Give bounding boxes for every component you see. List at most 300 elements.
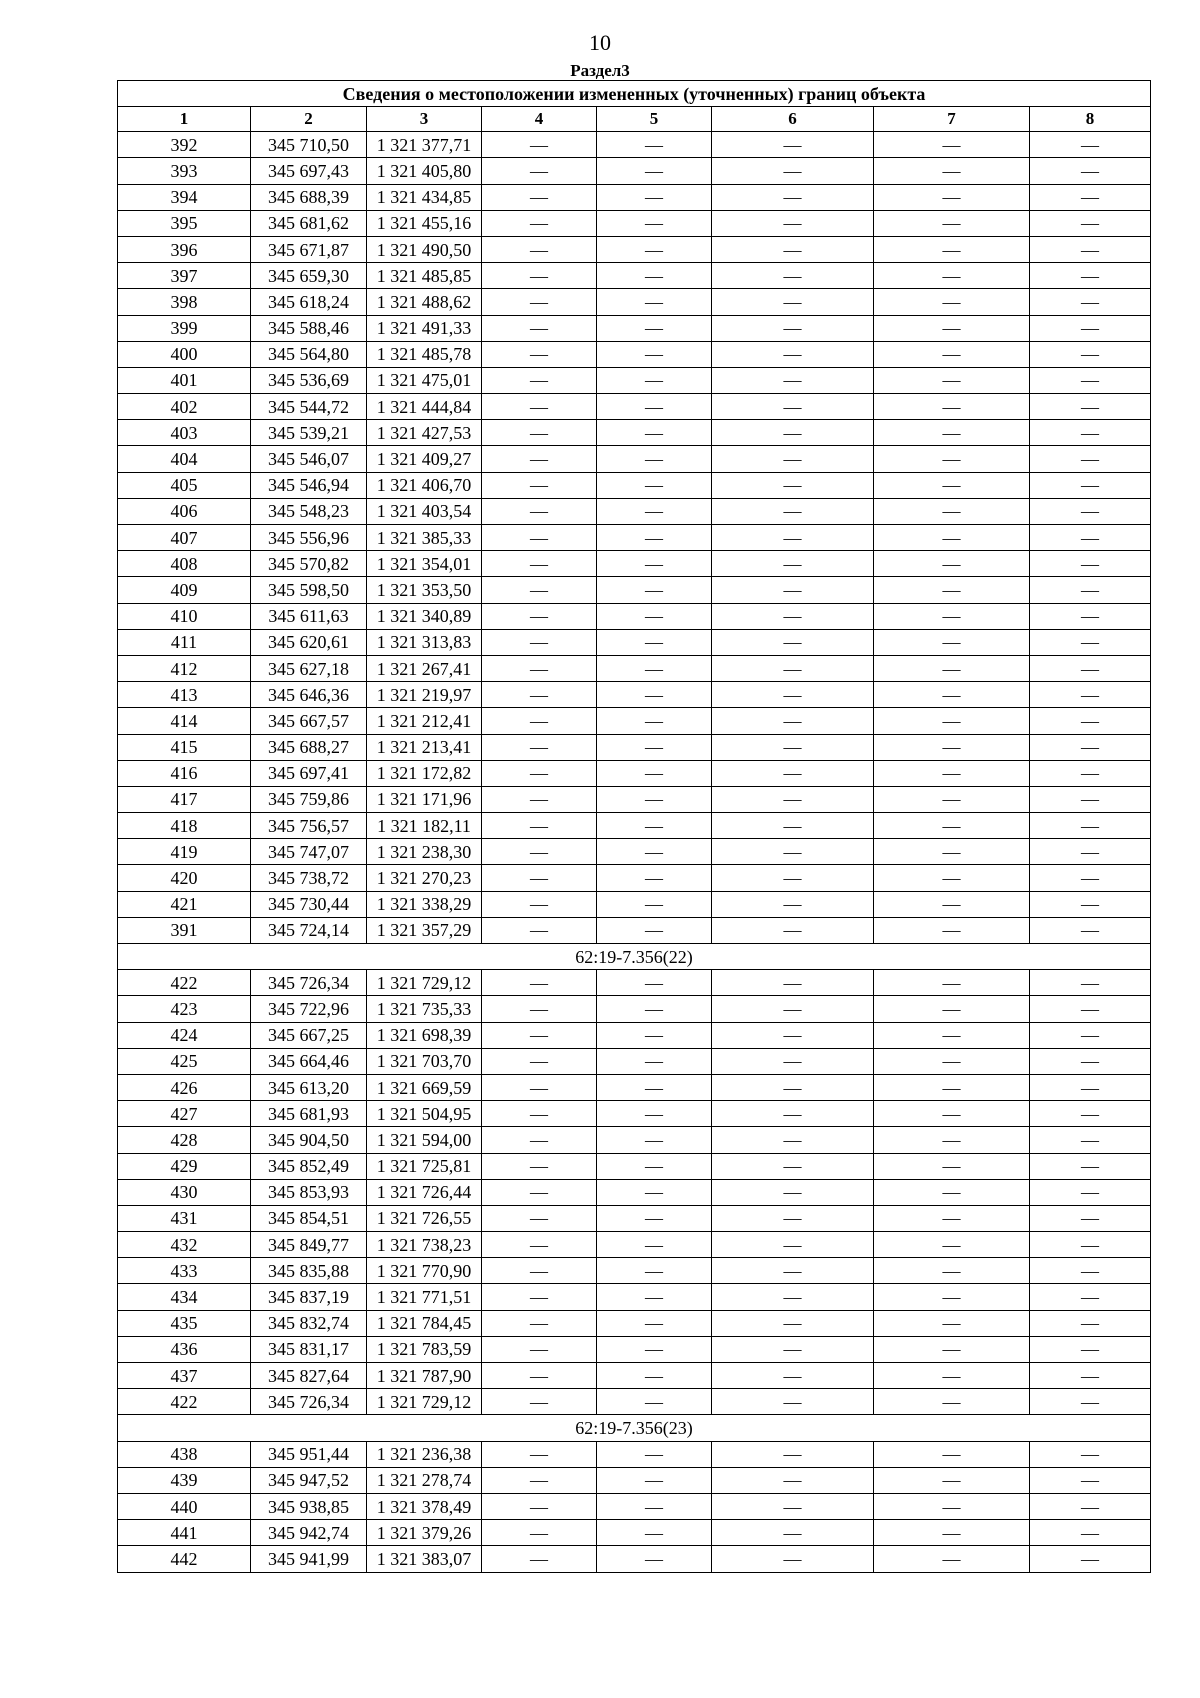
empty-dash-cell: — [597, 158, 712, 184]
empty-dash-cell: — [1030, 1546, 1151, 1572]
empty-dash-cell: — [597, 603, 712, 629]
empty-dash-cell: — [482, 1232, 597, 1258]
empty-dash-cell: — [874, 210, 1030, 236]
empty-dash-cell: — [712, 1232, 874, 1258]
empty-dash-cell: — [874, 1022, 1030, 1048]
empty-dash-cell: — [482, 341, 597, 367]
point-number: 412 [118, 655, 251, 681]
coordinate-y: 1 321 403,54 [367, 498, 482, 524]
empty-dash-cell: — [874, 1258, 1030, 1284]
point-number: 396 [118, 236, 251, 262]
empty-dash-cell: — [712, 1493, 874, 1519]
coordinate-y: 1 321 383,07 [367, 1546, 482, 1572]
empty-dash-cell: — [712, 577, 874, 603]
coordinate-x: 345 539,21 [251, 420, 367, 446]
empty-dash-cell: — [712, 603, 874, 629]
empty-dash-cell: — [712, 184, 874, 210]
section-title: Раздел3 [570, 61, 630, 80]
point-number: 391 [118, 917, 251, 943]
point-number: 413 [118, 682, 251, 708]
coordinate-x: 345 546,94 [251, 472, 367, 498]
point-number: 398 [118, 289, 251, 315]
group-label: 62:19-7.356(22) [118, 944, 1151, 970]
empty-dash-cell: — [482, 525, 597, 551]
empty-dash-cell: — [597, 341, 712, 367]
empty-dash-cell: — [874, 158, 1030, 184]
empty-dash-cell: — [597, 1310, 712, 1336]
empty-dash-cell: — [1030, 760, 1151, 786]
table-row [118, 446, 1151, 472]
empty-dash-cell: — [874, 420, 1030, 446]
empty-dash-cell: — [1030, 420, 1151, 446]
empty-dash-cell: — [1030, 289, 1151, 315]
empty-dash-cell: — [1030, 682, 1151, 708]
coordinate-x: 345 951,44 [251, 1441, 367, 1467]
empty-dash-cell: — [874, 786, 1030, 812]
coordinate-y: 1 321 406,70 [367, 472, 482, 498]
empty-dash-cell: — [482, 1310, 597, 1336]
empty-dash-cell: — [874, 315, 1030, 341]
coordinate-y: 1 321 340,89 [367, 603, 482, 629]
coordinate-x: 345 722,96 [251, 996, 367, 1022]
coordinate-y: 1 321 455,16 [367, 210, 482, 236]
point-number: 433 [118, 1258, 251, 1284]
point-number: 442 [118, 1546, 251, 1572]
empty-dash-cell: — [597, 394, 712, 420]
coordinate-x: 345 613,20 [251, 1074, 367, 1100]
empty-dash-cell: — [712, 1127, 874, 1153]
empty-dash-cell: — [597, 891, 712, 917]
empty-dash-cell: — [712, 132, 874, 158]
coordinate-y: 1 321 703,70 [367, 1048, 482, 1074]
empty-dash-cell: — [482, 1127, 597, 1153]
empty-dash-cell: — [597, 1363, 712, 1389]
empty-dash-cell: — [482, 236, 597, 262]
empty-dash-cell: — [1030, 1467, 1151, 1493]
coordinate-x: 345 667,57 [251, 708, 367, 734]
empty-dash-cell: — [1030, 655, 1151, 681]
empty-dash-cell: — [1030, 917, 1151, 943]
coordinate-y: 1 321 485,85 [367, 263, 482, 289]
empty-dash-cell: — [874, 839, 1030, 865]
point-number: 429 [118, 1153, 251, 1179]
empty-dash-cell: — [597, 367, 712, 393]
coordinate-x: 345 827,64 [251, 1363, 367, 1389]
empty-dash-cell: — [874, 1441, 1030, 1467]
empty-dash-cell: — [1030, 970, 1151, 996]
coordinate-x: 345 620,61 [251, 629, 367, 655]
empty-dash-cell: — [482, 394, 597, 420]
group-label: 62:19-7.356(23) [118, 1415, 1151, 1441]
coordinate-x: 345 618,24 [251, 289, 367, 315]
coordinate-y: 1 321 784,45 [367, 1310, 482, 1336]
table-row [118, 1389, 1151, 1415]
empty-dash-cell: — [1030, 1336, 1151, 1362]
point-number: 408 [118, 551, 251, 577]
table-row [118, 1127, 1151, 1153]
point-number: 417 [118, 786, 251, 812]
empty-dash-cell: — [597, 1232, 712, 1258]
empty-dash-cell: — [597, 839, 712, 865]
table-row [118, 1546, 1151, 1572]
empty-dash-cell: — [874, 1232, 1030, 1258]
coordinate-x: 345 726,34 [251, 970, 367, 996]
coordinate-x: 345 688,39 [251, 184, 367, 210]
table-row [118, 1048, 1151, 1074]
empty-dash-cell: — [482, 708, 597, 734]
empty-dash-cell: — [1030, 813, 1151, 839]
table-row [118, 577, 1151, 603]
empty-dash-cell: — [597, 629, 712, 655]
empty-dash-cell: — [874, 1389, 1030, 1415]
coordinate-x: 345 832,74 [251, 1310, 367, 1336]
coordinate-x: 345 747,07 [251, 839, 367, 865]
point-number: 422 [118, 1389, 251, 1415]
empty-dash-cell: — [482, 498, 597, 524]
empty-dash-cell: — [1030, 263, 1151, 289]
point-number: 419 [118, 839, 251, 865]
coordinate-y: 1 321 219,97 [367, 682, 482, 708]
point-number: 405 [118, 472, 251, 498]
table-caption: Сведения о местоположении измененных (уточненных) границ объекта [118, 81, 1151, 107]
empty-dash-cell: — [874, 655, 1030, 681]
coordinate-x: 345 942,74 [251, 1520, 367, 1546]
table-row [118, 1467, 1151, 1493]
table-row [118, 1284, 1151, 1310]
table-row [118, 708, 1151, 734]
point-number: 399 [118, 315, 251, 341]
coordinate-y: 1 321 172,82 [367, 760, 482, 786]
empty-dash-cell: — [597, 1127, 712, 1153]
coordinate-x: 345 835,88 [251, 1258, 367, 1284]
empty-dash-cell: — [1030, 1493, 1151, 1519]
coordinate-x: 345 627,18 [251, 655, 367, 681]
empty-dash-cell: — [874, 970, 1030, 996]
empty-dash-cell: — [597, 1493, 712, 1519]
empty-dash-cell: — [482, 1258, 597, 1284]
empty-dash-cell: — [712, 1546, 874, 1572]
empty-dash-cell: — [712, 1153, 874, 1179]
empty-dash-cell: — [874, 1284, 1030, 1310]
table-row [118, 1101, 1151, 1127]
table-row [118, 315, 1151, 341]
empty-dash-cell: — [874, 551, 1030, 577]
empty-dash-cell: — [712, 394, 874, 420]
empty-dash-cell: — [482, 315, 597, 341]
coordinate-x: 345 697,43 [251, 158, 367, 184]
table-row [118, 1153, 1151, 1179]
empty-dash-cell: — [482, 1284, 597, 1310]
coordinate-y: 1 321 182,11 [367, 813, 482, 839]
empty-dash-cell: — [597, 786, 712, 812]
empty-dash-cell: — [597, 1179, 712, 1205]
table-row [118, 970, 1151, 996]
point-number: 435 [118, 1310, 251, 1336]
coordinate-x: 345 854,51 [251, 1205, 367, 1231]
coordinate-y: 1 321 490,50 [367, 236, 482, 262]
empty-dash-cell: — [597, 1153, 712, 1179]
empty-dash-cell: — [482, 551, 597, 577]
empty-dash-cell: — [482, 184, 597, 210]
empty-dash-cell: — [712, 865, 874, 891]
empty-dash-cell: — [1030, 629, 1151, 655]
empty-dash-cell: — [874, 1048, 1030, 1074]
coordinate-y: 1 321 725,81 [367, 1153, 482, 1179]
empty-dash-cell: — [1030, 472, 1151, 498]
empty-dash-cell: — [712, 813, 874, 839]
empty-dash-cell: — [597, 1546, 712, 1572]
point-number: 424 [118, 1022, 251, 1048]
empty-dash-cell: — [597, 1284, 712, 1310]
coordinate-y: 1 321 726,55 [367, 1205, 482, 1231]
empty-dash-cell: — [597, 1022, 712, 1048]
empty-dash-cell: — [1030, 315, 1151, 341]
empty-dash-cell: — [482, 289, 597, 315]
column-header: 4 [482, 107, 597, 132]
empty-dash-cell: — [597, 865, 712, 891]
table-row [118, 551, 1151, 577]
point-number: 421 [118, 891, 251, 917]
coordinate-y: 1 321 357,29 [367, 917, 482, 943]
coordinate-x: 345 853,93 [251, 1179, 367, 1205]
coordinate-x: 345 730,44 [251, 891, 367, 917]
coordinate-y: 1 321 236,38 [367, 1441, 482, 1467]
empty-dash-cell: — [874, 1363, 1030, 1389]
empty-dash-cell: — [712, 786, 874, 812]
coordinate-y: 1 321 729,12 [367, 1389, 482, 1415]
coordinate-x: 345 938,85 [251, 1493, 367, 1519]
coordinate-x: 345 852,49 [251, 1153, 367, 1179]
empty-dash-cell: — [597, 682, 712, 708]
empty-dash-cell: — [874, 263, 1030, 289]
empty-dash-cell: — [874, 917, 1030, 943]
empty-dash-cell: — [712, 970, 874, 996]
point-number: 422 [118, 970, 251, 996]
empty-dash-cell: — [1030, 498, 1151, 524]
point-number: 416 [118, 760, 251, 786]
empty-dash-cell: — [597, 236, 712, 262]
empty-dash-cell: — [712, 1310, 874, 1336]
empty-dash-cell: — [712, 1336, 874, 1362]
empty-dash-cell: — [597, 1336, 712, 1362]
group-row [118, 1415, 1151, 1441]
coordinate-x: 345 710,50 [251, 132, 367, 158]
table-row [118, 839, 1151, 865]
empty-dash-cell: — [482, 760, 597, 786]
coordinate-y: 1 321 504,95 [367, 1101, 482, 1127]
empty-dash-cell: — [597, 734, 712, 760]
table-row [118, 132, 1151, 158]
coordinate-x: 345 697,41 [251, 760, 367, 786]
coordinate-x: 345 688,27 [251, 734, 367, 760]
empty-dash-cell: — [712, 760, 874, 786]
coordinate-y: 1 321 378,49 [367, 1493, 482, 1519]
empty-dash-cell: — [597, 655, 712, 681]
empty-dash-cell: — [482, 970, 597, 996]
empty-dash-cell: — [482, 603, 597, 629]
coordinate-y: 1 321 729,12 [367, 970, 482, 996]
table-row [118, 184, 1151, 210]
empty-dash-cell: — [874, 394, 1030, 420]
empty-dash-cell: — [1030, 865, 1151, 891]
empty-dash-cell: — [597, 1205, 712, 1231]
point-number: 440 [118, 1493, 251, 1519]
column-header: 8 [1030, 107, 1151, 132]
coordinate-y: 1 321 485,78 [367, 341, 482, 367]
point-number: 395 [118, 210, 251, 236]
column-header: 7 [874, 107, 1030, 132]
coordinate-x: 345 536,69 [251, 367, 367, 393]
coordinate-y: 1 321 171,96 [367, 786, 482, 812]
empty-dash-cell: — [1030, 367, 1151, 393]
empty-dash-cell: — [712, 708, 874, 734]
empty-dash-cell: — [597, 210, 712, 236]
coordinate-x: 345 664,46 [251, 1048, 367, 1074]
column-header: 5 [597, 107, 712, 132]
table-row [118, 263, 1151, 289]
empty-dash-cell: — [482, 682, 597, 708]
empty-dash-cell: — [712, 1048, 874, 1074]
table-row [118, 498, 1151, 524]
empty-dash-cell: — [712, 1101, 874, 1127]
coordinate-x: 345 546,07 [251, 446, 367, 472]
empty-dash-cell: — [597, 472, 712, 498]
empty-dash-cell: — [874, 472, 1030, 498]
table-row [118, 996, 1151, 1022]
table-row [118, 158, 1151, 184]
empty-dash-cell: — [482, 917, 597, 943]
empty-dash-cell: — [597, 813, 712, 839]
coordinate-x: 345 831,17 [251, 1336, 367, 1362]
coordinate-y: 1 321 212,41 [367, 708, 482, 734]
table-row [118, 1022, 1151, 1048]
point-number: 400 [118, 341, 251, 367]
empty-dash-cell: — [1030, 577, 1151, 603]
empty-dash-cell: — [1030, 708, 1151, 734]
coordinate-x: 345 837,19 [251, 1284, 367, 1310]
coordinate-y: 1 321 488,62 [367, 289, 482, 315]
empty-dash-cell: — [874, 525, 1030, 551]
empty-dash-cell: — [712, 446, 874, 472]
empty-dash-cell: — [597, 1520, 712, 1546]
empty-dash-cell: — [1030, 891, 1151, 917]
empty-dash-cell: — [712, 1258, 874, 1284]
point-number: 428 [118, 1127, 251, 1153]
empty-dash-cell: — [874, 1520, 1030, 1546]
empty-dash-cell: — [482, 1520, 597, 1546]
empty-dash-cell: — [874, 446, 1030, 472]
empty-dash-cell: — [712, 341, 874, 367]
coordinate-x: 345 659,30 [251, 263, 367, 289]
empty-dash-cell: — [597, 446, 712, 472]
empty-dash-cell: — [597, 289, 712, 315]
empty-dash-cell: — [712, 551, 874, 577]
empty-dash-cell: — [874, 184, 1030, 210]
coordinate-y: 1 321 267,41 [367, 655, 482, 681]
empty-dash-cell: — [1030, 603, 1151, 629]
empty-dash-cell: — [712, 472, 874, 498]
table-row [118, 367, 1151, 393]
table-row [118, 1179, 1151, 1205]
point-number: 397 [118, 263, 251, 289]
table-row [118, 420, 1151, 446]
coordinate-y: 1 321 338,29 [367, 891, 482, 917]
empty-dash-cell: — [874, 289, 1030, 315]
coordinate-y: 1 321 213,41 [367, 734, 482, 760]
empty-dash-cell: — [874, 498, 1030, 524]
empty-dash-cell: — [1030, 1441, 1151, 1467]
empty-dash-cell: — [712, 1441, 874, 1467]
empty-dash-cell: — [597, 1441, 712, 1467]
empty-dash-cell: — [482, 1389, 597, 1415]
point-number: 439 [118, 1467, 251, 1493]
empty-dash-cell: — [1030, 158, 1151, 184]
empty-dash-cell: — [597, 498, 712, 524]
table-row [118, 865, 1151, 891]
coordinate-y: 1 321 278,74 [367, 1467, 482, 1493]
coordinate-x: 345 759,86 [251, 786, 367, 812]
table-row [118, 1493, 1151, 1519]
table-row [118, 786, 1151, 812]
table-row [118, 1336, 1151, 1362]
empty-dash-cell: — [597, 970, 712, 996]
empty-dash-cell: — [874, 1127, 1030, 1153]
point-number: 426 [118, 1074, 251, 1100]
table-row [118, 813, 1151, 839]
coordinate-x: 345 904,50 [251, 1127, 367, 1153]
table-row [118, 655, 1151, 681]
empty-dash-cell: — [874, 682, 1030, 708]
column-header: 2 [251, 107, 367, 132]
empty-dash-cell: — [712, 891, 874, 917]
empty-dash-cell: — [597, 917, 712, 943]
point-number: 427 [118, 1101, 251, 1127]
empty-dash-cell: — [712, 839, 874, 865]
coordinate-y: 1 321 770,90 [367, 1258, 482, 1284]
table-row [118, 682, 1151, 708]
empty-dash-cell: — [482, 263, 597, 289]
table-row [118, 525, 1151, 551]
empty-dash-cell: — [482, 1546, 597, 1572]
point-number: 410 [118, 603, 251, 629]
empty-dash-cell: — [1030, 1205, 1151, 1231]
empty-dash-cell: — [712, 734, 874, 760]
empty-dash-cell: — [1030, 1127, 1151, 1153]
coordinate-x: 345 548,23 [251, 498, 367, 524]
empty-dash-cell: — [482, 1022, 597, 1048]
empty-dash-cell: — [874, 1310, 1030, 1336]
empty-dash-cell: — [712, 1022, 874, 1048]
empty-dash-cell: — [1030, 394, 1151, 420]
empty-dash-cell: — [1030, 786, 1151, 812]
empty-dash-cell: — [1030, 210, 1151, 236]
empty-dash-cell: — [1030, 1179, 1151, 1205]
empty-dash-cell: — [1030, 1232, 1151, 1258]
empty-dash-cell: — [482, 839, 597, 865]
coordinate-x: 345 681,62 [251, 210, 367, 236]
empty-dash-cell: — [874, 367, 1030, 393]
table-row [118, 917, 1151, 943]
point-number: 414 [118, 708, 251, 734]
empty-dash-cell: — [874, 1101, 1030, 1127]
column-header-row [118, 107, 1151, 132]
empty-dash-cell: — [874, 708, 1030, 734]
empty-dash-cell: — [874, 865, 1030, 891]
empty-dash-cell: — [712, 1520, 874, 1546]
empty-dash-cell: — [712, 367, 874, 393]
empty-dash-cell: — [1030, 839, 1151, 865]
empty-dash-cell: — [874, 996, 1030, 1022]
